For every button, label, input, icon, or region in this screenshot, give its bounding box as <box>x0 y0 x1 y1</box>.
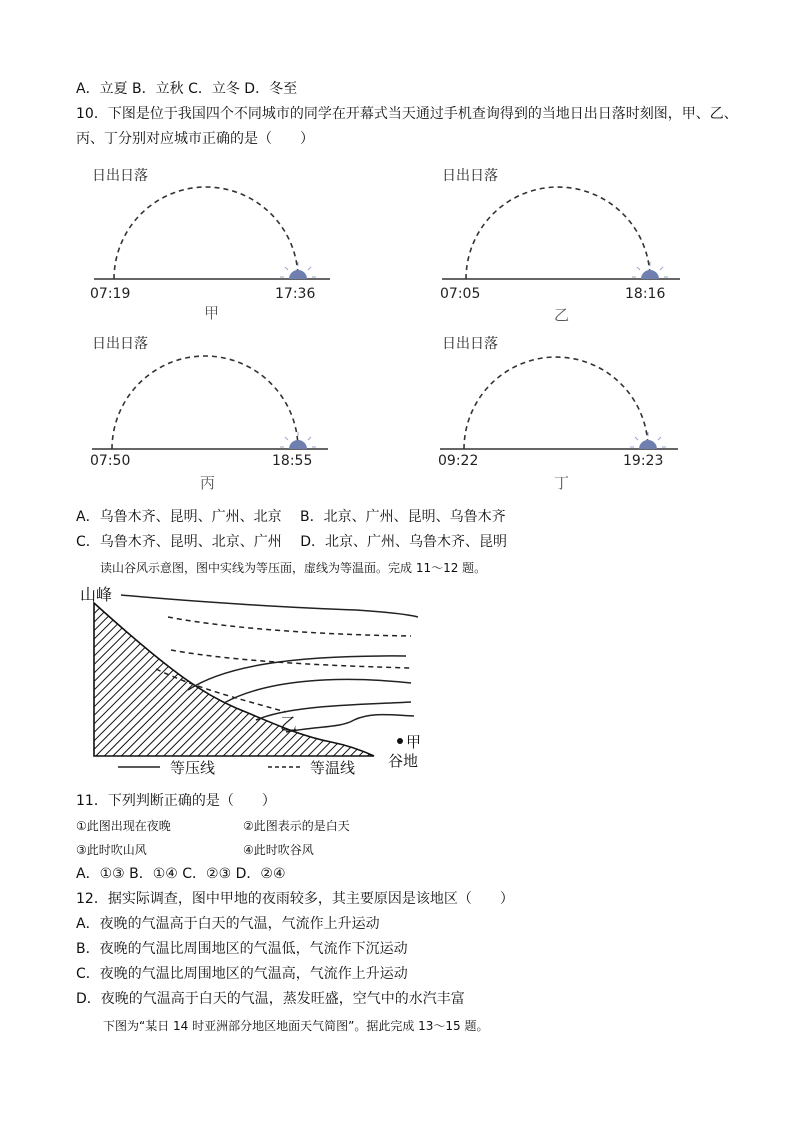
q11-statement-2: ②此图表示的是白天 <box>243 819 350 833</box>
intro-11-12: 读山谷风示意图，图中实线为等压面，虚线为等温面。完成 11～12 题。 <box>100 561 487 575</box>
sun-panel-title: 日出日落 <box>92 336 148 352</box>
q11-statement-4: ④此时吹谷风 <box>243 843 314 857</box>
sun-panel-title: 日出日落 <box>442 168 498 184</box>
point-jia-label: 甲 <box>406 733 422 751</box>
isotherm-2 <box>171 650 411 668</box>
sun-icon <box>280 262 316 279</box>
point-yi-label: 乙 <box>280 715 297 735</box>
legend-solid-label: 等压线 <box>170 759 216 777</box>
sun-panel-ding <box>436 330 686 490</box>
q11-statement-3: ③此时吹山风 <box>76 843 147 857</box>
sun-panel-bing <box>88 330 338 490</box>
sunset-time: 18:16 <box>625 286 666 302</box>
q12-option-d: D．夜晚的气温高于白天的气温，蒸发旺盛，空气中的水汽丰富 <box>76 991 465 1007</box>
sun-path-arc <box>464 357 648 449</box>
sun-icon <box>632 262 668 279</box>
sunrise-time: 07:50 <box>90 453 131 469</box>
valley-label: 谷地 <box>388 752 419 770</box>
valley-wind-figure <box>76 580 436 780</box>
panel-name: 丙 <box>200 474 216 492</box>
isobar-2 <box>188 656 406 690</box>
sun-panel-jia <box>88 160 338 320</box>
panel-name: 丁 <box>554 474 570 492</box>
q10-stem-line2: 丙、丁分别对应城市正确的是（ ） <box>76 131 314 147</box>
sunset-time: 18:55 <box>272 453 313 469</box>
sunrise-time: 07:05 <box>440 286 481 302</box>
sunset-time: 17:36 <box>275 286 316 302</box>
q12-option-a: A．夜晚的气温高于白天的气温，气流作上升运动 <box>76 916 380 932</box>
sun-icon <box>280 432 316 449</box>
q11-stem: 11．下列判断正确的是（ ） <box>76 793 276 809</box>
q11-options: A．①③ B．①④ C．②③ D．②④ <box>76 866 286 882</box>
q12-stem: 12．据实际调查，图中甲地的夜雨较多，其主要原因是该地区（ ） <box>76 891 514 907</box>
sunrise-time: 07:19 <box>90 286 131 302</box>
legend-dashed-label: 等温线 <box>310 759 356 777</box>
sunrise-time: 09:22 <box>438 453 479 469</box>
q12-option-c: C．夜晚的气温比周围地区的气温高，气流作上升运动 <box>76 966 408 982</box>
sun-icon <box>630 432 666 449</box>
sun-path-arc <box>114 187 298 279</box>
isobar-3 <box>224 679 411 703</box>
panel-name: 甲 <box>204 304 220 322</box>
peak-label: 山峰 <box>80 585 113 604</box>
sunset-time: 19:23 <box>623 453 664 469</box>
q10-options-ab: A．乌鲁木齐、昆明、广州、北京 B．北京、广州、昆明、乌鲁木齐 <box>76 509 506 525</box>
q11-statement-1: ①此图出现在夜晚 <box>76 819 171 833</box>
q9-options: A．立夏 B．立秋 C．立冬 D．冬至 <box>76 81 298 97</box>
sun-panel-yi <box>438 160 688 324</box>
sun-path-arc <box>466 187 650 279</box>
q10-options-cd: C．乌鲁木齐、昆明、北京、广州 D．北京、广州、乌鲁木齐、昆明 <box>76 534 508 550</box>
sun-path-arc <box>112 356 298 449</box>
sun-panel-title: 日出日落 <box>92 168 148 184</box>
isobar-top <box>121 595 418 617</box>
q10-stem-line1: 10．下图是位于我国四个不同城市的同学在开幕式当天通过手机查询得到的当地日出日落时刻图，甲、乙、 <box>76 106 738 122</box>
panel-name: 乙 <box>554 306 570 324</box>
sun-panel-title: 日出日落 <box>442 336 498 352</box>
point-jia-marker <box>397 738 403 744</box>
isobar-5 <box>286 715 414 732</box>
q12-option-b: B．夜晚的气温比周围地区的气温低，气流作下沉运动 <box>76 941 408 957</box>
intro-13-15: 下图为“某日 14 时亚洲部分地区地面天气简图”。据此完成 13～15 题。 <box>103 1019 489 1033</box>
isotherm-1 <box>168 617 411 636</box>
